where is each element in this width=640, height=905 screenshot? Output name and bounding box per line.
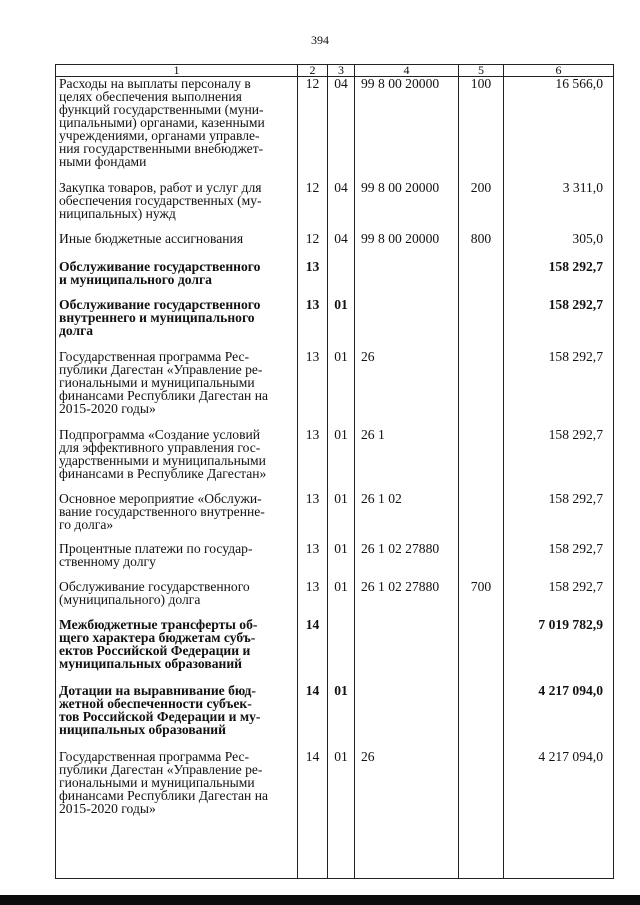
row-target-code: 26 1 02 27880 [355,580,459,618]
row-name: Процентные платежи по государ- ственному долгу [56,542,298,580]
row-expense-type [459,750,504,840]
row-subsection: 01 [328,750,355,840]
row-subsection: 04 [328,77,355,182]
row-section: 14 [298,750,328,840]
table-body [56,77,614,879]
row-target-code [355,298,459,350]
row-expense-type [459,428,504,492]
row-subsection [328,618,355,684]
row-expense-type: 700 [459,580,504,618]
row-expense-type: 200 [459,181,504,232]
row-name: Обслуживание государственного внутреннего и муниципального долга [56,298,298,350]
row-target-code: 26 1 [355,428,459,492]
row-target-code: 99 8 00 20000 [355,181,459,232]
scan-edge-bar [0,895,640,905]
header-col-3: 3 [328,65,355,77]
row-amount: 158 292,7 [504,542,614,580]
row-name: Государственная программа Рес- публики Дагестан «Управление ре- гиональными и муниципальными финансами Республики Дагестан на 2015-2020 годы» [56,750,298,840]
row-amount: 7 019 782,9 [504,618,614,684]
row-amount: 3 311,0 [504,181,614,232]
row-target-code: 99 8 00 20000 [355,232,459,260]
row-name: Дотации на выравнивание бюд- жетной обеспеченности субъек- тов Российской Федерации и му- ниципальных образований [56,684,298,750]
row-amount: 158 292,7 [504,260,614,298]
row-section: 13 [298,542,328,580]
row-target-code [355,260,459,298]
row-expense-type [459,492,504,542]
table-row [56,260,614,298]
row-section: 12 [298,232,328,260]
header-col-2: 2 [298,65,328,77]
empty-cell [56,840,298,879]
page-number: 394 [311,33,329,47]
row-section: 14 [298,684,328,750]
row-name: Расходы на выплаты персоналу в целях обеспечения выполнения функций государственными (муни- ципальными) органами, казенными учреждениями, органами управле- ния государственными внебюджет- ными фондами [56,77,298,182]
row-name: Иные бюджетные ассигнования [56,232,298,260]
table-row [56,428,614,492]
table-row [56,181,614,232]
header-row [56,65,614,77]
row-expense-type: 100 [459,77,504,182]
row-subsection: 01 [328,492,355,542]
row-target-code [355,684,459,750]
table-row [56,350,614,428]
row-subsection: 04 [328,181,355,232]
row-amount: 158 292,7 [504,492,614,542]
row-subsection: 01 [328,580,355,618]
table-row [56,492,614,542]
row-name: Обслуживание государственного и муниципального долга [56,260,298,298]
empty-cell [355,840,459,879]
row-amount: 4 217 094,0 [504,684,614,750]
row-name: Межбюджетные трансферты об- щего характера бюджетам субъ- ектов Российской Федерации и муниципальных образований [56,618,298,684]
row-name: Подпрограмма «Создание условий для эффективного управления гос- ударственными и муниципальными финансами в Республике Дагестан» [56,428,298,492]
table-row [56,580,614,618]
row-amount: 158 292,7 [504,428,614,492]
row-section: 13 [298,260,328,298]
empty-cell [298,840,328,879]
row-name: Обслуживание государственного (муниципального) долга [56,580,298,618]
row-expense-type [459,542,504,580]
row-section: 13 [298,350,328,428]
row-target-code: 26 1 02 [355,492,459,542]
row-expense-type [459,350,504,428]
row-subsection: 04 [328,232,355,260]
row-section: 12 [298,181,328,232]
table-row [56,298,614,350]
row-target-code: 26 [355,350,459,428]
table-row [56,232,614,260]
budget-table [55,64,614,879]
row-expense-type: 800 [459,232,504,260]
row-subsection: 01 [328,542,355,580]
row-amount: 158 292,7 [504,350,614,428]
row-expense-type [459,260,504,298]
header-col-5: 5 [459,65,504,77]
table-row [56,542,614,580]
row-amount: 16 566,0 [504,77,614,182]
row-name: Государственная программа Рес- публики Дагестан «Управление ре- гиональными и муниципальными финансами Республики Дагестан на 2015-2020 годы» [56,350,298,428]
row-expense-type [459,684,504,750]
row-subsection: 01 [328,684,355,750]
row-section: 12 [298,77,328,182]
row-amount: 4 217 094,0 [504,750,614,840]
row-section: 13 [298,580,328,618]
empty-cell [504,840,614,879]
row-expense-type [459,298,504,350]
row-amount: 305,0 [504,232,614,260]
header-col-4: 4 [355,65,459,77]
row-section: 13 [298,428,328,492]
table-row [56,618,614,684]
row-amount: 158 292,7 [504,580,614,618]
row-target-code: 26 [355,750,459,840]
row-expense-type [459,618,504,684]
table-continuation [56,840,614,879]
empty-cell [459,840,504,879]
table-row [56,684,614,750]
table-row [56,77,614,182]
row-target-code: 26 1 02 27880 [355,542,459,580]
table-row [56,750,614,840]
row-section: 13 [298,492,328,542]
row-name: Основное мероприятие «Обслужи- вание государственного внутренне- го долга» [56,492,298,542]
row-amount: 158 292,7 [504,298,614,350]
row-subsection: 01 [328,350,355,428]
row-name: Закупка товаров, работ и услуг для обеспечения государственных (му- ниципальных) нужд [56,181,298,232]
empty-cell [328,840,355,879]
row-target-code: 99 8 00 20000 [355,77,459,182]
row-subsection: 01 [328,298,355,350]
row-section: 14 [298,618,328,684]
header-col-6: 6 [504,65,614,77]
row-section: 13 [298,298,328,350]
row-subsection: 01 [328,428,355,492]
row-subsection [328,260,355,298]
row-target-code [355,618,459,684]
header-col-1: 1 [56,65,298,77]
